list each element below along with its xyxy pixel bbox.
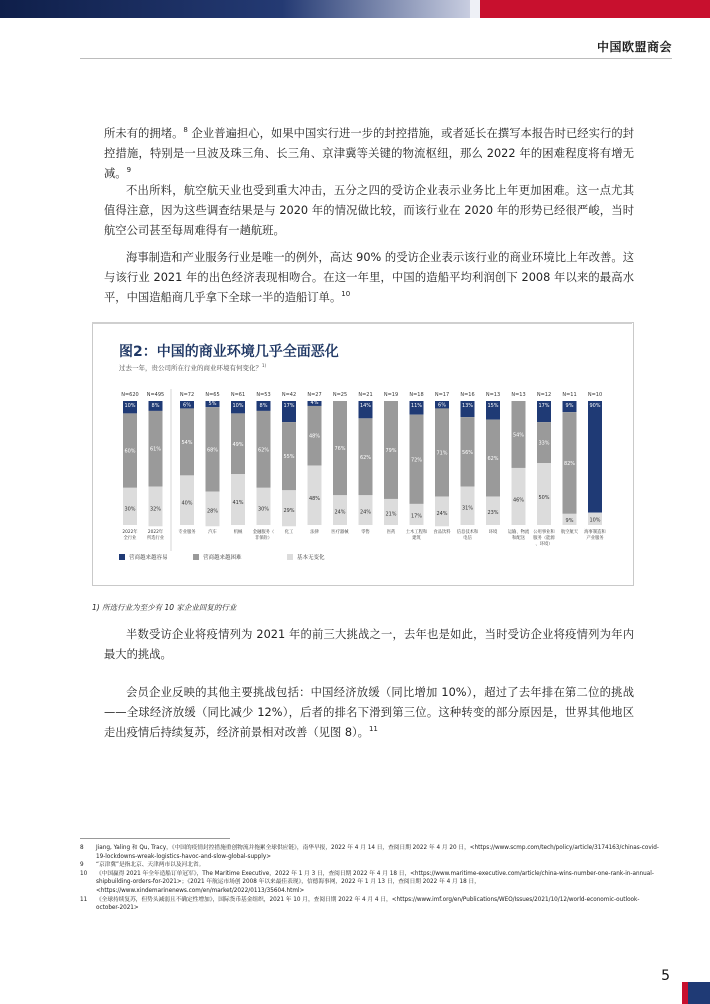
legend-item-easier [119,553,168,561]
bar-value-label: 13% [461,403,474,409]
bar-value-label: 4% [310,399,319,406]
bar-value-label: 28% [206,508,219,515]
bar-value-label: 30% [257,506,270,513]
bar-value-label: 46% [512,497,525,504]
bar-value-label: 11% [410,403,423,409]
footnotes [80,844,660,913]
bar-value-label: 56% [461,449,474,456]
bar-n-label: N=17 [434,392,450,398]
bar-value-label: 62% [257,447,270,454]
bar-value-label: 82% [563,461,576,467]
bar-n-label: N=11 [562,392,577,398]
bar-value-label: 62% [359,454,372,461]
legend-item-nochange [287,553,325,561]
category-label: 航空航天 [560,530,579,535]
bar-n-label: N=10 [587,392,603,398]
banner-red-band [480,0,710,18]
paragraph-2 [104,181,634,241]
bar-value-label: 49% [232,441,244,448]
bar-value-label: 24% [334,509,346,516]
bar-value-label: 10% [124,403,136,409]
bar-value-label: 17% [410,513,423,520]
footnote-11: 11 《全球持续复苏，但势头减弱且不确定性增加》，国际货币基金组织，2021 年 10 月，查阅日期 2022 年 4 月 4 日，<https://www.imf.org/en/Publications/WEO/Issues/2021/10/12/world-economic-outlook-october-2021> [80,896,640,912]
category-label: 汽车 [208,530,217,535]
category-label: 环境 [488,530,498,535]
paragraph-4-text: 半数受访企业将疫情列为 2021 年的前三大挑战之一，去年也是如此，当时受访企业将疫情列为年内最大的挑战。 [104,628,634,661]
bar-value-label: 48% [308,433,321,440]
footnote-10: 10 《中国赢得 2021 年全年造船订单冠军》，The Maritime Executive，2022 年 1 月 3 日，查阅日期 2022 年 4 月 18 日，<https://www.maritime-executive.com/article/china-wins-number-one-rank-in-annual-shipbuilding-orders-for-2021>；《2021 年航运市场创 2008 年以来最佳表现》，信德海事网，2022 年 1 月 13 日，查阅日期 2022 年 4 月 18 日，<https://www.xindemarinenews.com/en/market/2022/0113/35604.html> [80,870,654,894]
bar-n-label: N=27 [307,392,322,398]
paragraph-4 [104,625,634,665]
bar-value-label: 10% [232,403,244,409]
bar-value-label: 40% [181,500,193,507]
bar-n-label: N=19 [383,392,399,398]
category-label: 全行业 [123,536,137,541]
banner-divider [470,0,480,18]
bar-value-label: 76% [334,446,346,453]
footnote-ref[interactable]: 10 [341,290,351,299]
bar-value-label: 8% [259,403,268,409]
bar-n-label: N=12 [536,392,552,398]
bar-value-label: 62% [487,456,499,463]
bar-value-label: 6% [183,402,191,409]
figure-title: 图2：中国的商业环境几乎全面恶化 [119,344,339,360]
bar-value-label: 48% [308,496,321,503]
bar-n-label: N=42 [281,392,297,398]
category-label: 食品饮料 [433,530,451,535]
paragraph-1-tail: 企业普遍担心，如果中国实行进一步的封控措施，或者延长在撰写本报告时已经实行的封控措施，特别是一旦波及珠三角、长三角、京津冀等关键的物流枢纽，那么 2022 年的困难程度将有增无减。 [104,127,634,180]
bar-n-label: N=16 [460,392,475,398]
category-label: 2022年 [147,530,164,535]
bar-value-label: 50% [538,495,550,502]
chart-legend [119,553,619,567]
bar-value-label: 60% [124,448,136,455]
figure-2 [92,322,634,586]
bar-value-label: 41% [232,500,244,507]
category-label: 电信 [463,536,472,541]
category-label: 非保险） [254,536,273,541]
category-label: 金融服务（ [252,530,275,535]
bar-n-label: N=620 [121,392,139,398]
stacked-bar-chart [93,323,633,585]
figure-footnote: 1) 所选行业为至少有 10 家企业回复的行业 [92,603,237,612]
bar-value-label: 15% [487,403,499,409]
category-label: 信息技术和 [456,530,479,535]
bar-value-label: 23% [487,510,499,517]
paragraph-2-text: 不出所料，航空航天业也受到重大冲击，五分之四的受访企业表示业务比上年更加困难。这一点尤其值得注意，因为这些调查结果是与 2020 年的情况做比较，而该行业在 2020 年的形势已经很严峻，当时航空公司甚至每周难得有一趟航班。 [104,184,634,237]
paragraph-3-text: 海事制造和产业服务行业是唯一的例外，高达 90% 的受访企业表示该行业的商业环境比上年改善。这与该行业 2021 年的出色经济表现相吻合。在这一年里，中国的造船平均利润创下 2008 年以来的最高水平，中国造船商几乎拿下全球一半的造船订单。 [104,251,634,304]
bar-n-label: N=21 [358,392,373,398]
legend-swatch-nochange [287,554,293,560]
footnote-ref[interactable]: 9 [126,166,132,175]
paragraph-1-text: 所未有的拥堵。 [104,127,184,140]
category-label: 医疗器械 [331,530,349,535]
bar-value-label: 10% [589,517,601,524]
bar-n-label: N=61 [230,392,246,398]
bar-value-label: 17% [538,403,550,409]
bar-value-label: 32% [149,506,162,513]
paragraph-1 [104,124,634,184]
bar-n-label: N=13 [511,392,526,398]
footnote-ref[interactable]: 11 [368,725,378,734]
category-label: 服务（能源 [533,536,555,541]
category-label: 法律 [310,530,319,535]
bar-value-label: 68% [206,447,219,454]
corner-navy-block [688,982,710,1004]
category-label: 专业服务 [178,530,196,535]
header-rule [80,58,672,59]
bar-n-label: N=65 [205,392,220,398]
bar-value-label: 79% [385,447,397,454]
category-label: 化工 [284,530,294,535]
bar-value-label: 24% [436,510,448,517]
footnote-9: 9 “京津冀”是指北京、天津两市以及河北省。 [80,862,205,869]
bar-n-label: N=18 [409,392,424,398]
legend-label-easier: 营商越来越容易 [129,555,168,561]
legend-label-harder: 营商越来越困难 [203,555,242,561]
category-label: 公用事业和 [533,530,555,535]
bar-value-label: 54% [512,432,525,439]
bar-value-label: 30% [124,506,136,513]
footnote-8: 8 Jiang, Yaling 和 Qu, Tracy，《中国的疫情封控措施重创物流并拖累全球供应链》，南华早报，2022 年 4 月 14 日，查阅日期 2022 年 4 月 20 日，<https://www.scmp.com/tech/policy/article/3174163/chinas-covid-19-lockdowns-wreak-logistics-havoc-and-slow-global-supply> [80,845,659,860]
category-label: 、环境） [535,542,553,547]
bar-value-label: 9% [565,517,574,524]
category-label: 机械 [233,530,243,535]
header-brand: 中国欧盟商会 [596,40,672,54]
banner-navy-band [0,0,470,18]
footnote-rule [80,838,230,839]
bar-segment [588,401,602,513]
legend-swatch-harder [193,554,199,560]
bar-value-label: 33% [538,440,550,447]
footnote-ref[interactable]: 8 [183,126,188,135]
category-label: 土木工程和 [405,530,428,535]
bar-n-label: N=53 [256,392,271,398]
bar-value-label: 31% [461,505,474,512]
bar-value-label: 24% [359,509,372,516]
bar-value-label: 21% [385,511,397,518]
bar-value-label: 29% [283,508,295,515]
bar-n-label: N=13 [485,392,501,398]
paragraph-5-text: 会员企业反映的其他主要挑战包括：中国经济放缓（同比增加 10%），超过了去年排在第二位的挑战——全球经济放缓（同比减少 12%），后者的排名下滑到第三位。这种转变的部分原因是，世界其他地区走出疫情后持续复苏，经济前景相对改善（见图 8）。 [104,686,634,739]
paragraph-5 [104,683,634,743]
legend-swatch-easier [119,554,125,560]
bar-value-label: 55% [283,454,295,461]
bar-value-label: 90% [589,403,601,409]
page-number: 5 [661,968,670,984]
category-label: 医药 [386,530,396,535]
bar-value-label: 8% [151,403,160,409]
bar-n-label: N=495 [146,392,165,398]
bar-value-label: 5% [208,401,217,408]
category-label: 和配送 [512,536,525,541]
category-label: 海事制造和 [584,530,606,535]
bar-value-label: 54% [181,439,193,446]
category-label: 运输、物流 [507,530,530,535]
category-label: 零售 [361,530,370,535]
paragraph-3 [104,248,634,308]
legend-label-nochange: 基本无变化 [297,555,325,561]
category-label: 2022年 [122,530,138,535]
bar-value-label: 61% [149,446,162,453]
bar-n-label: N=25 [332,392,348,398]
bar-n-label: N=72 [179,392,195,398]
figure-subtitle: 过去一年，贵公司所在行业的商业环境有何变化？$^{1)}$ [119,363,267,373]
bar-value-label: 9% [565,403,574,409]
category-label: 所选行业 [146,536,165,541]
bar-value-label: 14% [359,403,372,409]
category-label: 建筑 [412,536,421,541]
legend-item-harder [193,553,242,561]
bar-value-label: 72% [410,457,423,464]
bar-segment [537,463,551,525]
bar-value-label: 6% [438,402,446,409]
bar-value-label: 17% [283,403,295,409]
top-banner [0,0,710,18]
bar-value-label: 71% [436,450,448,457]
category-label: 产业服务 [586,536,604,541]
